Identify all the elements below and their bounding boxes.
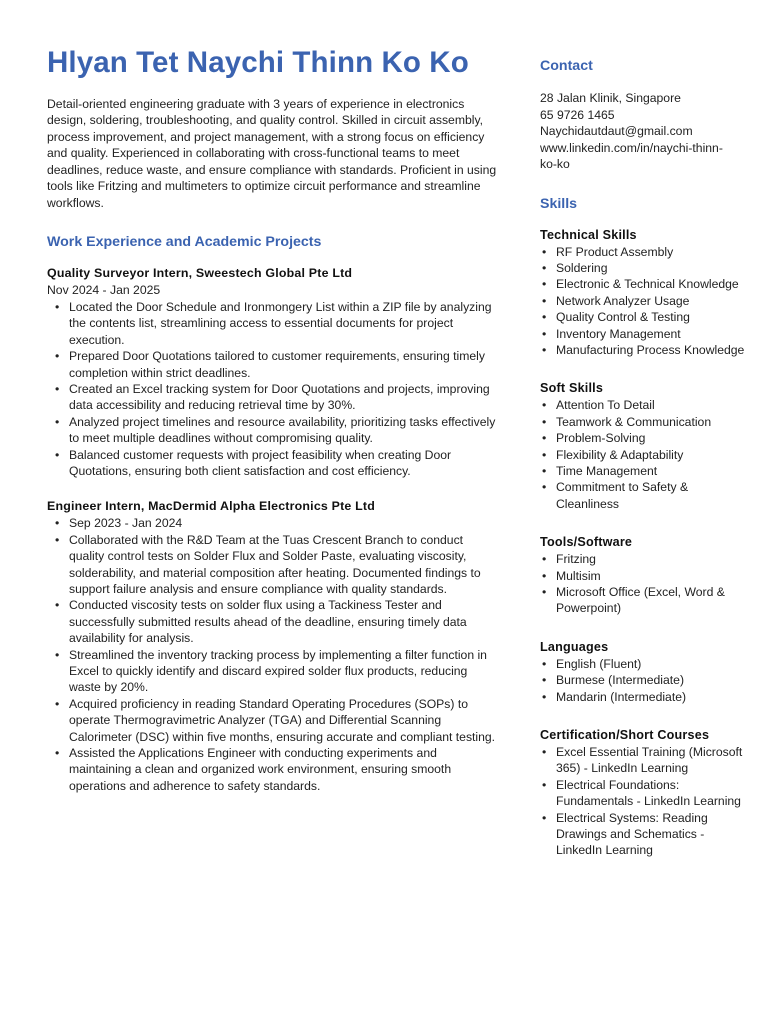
- job-bullet: • Sep 2023 - Jan 2024: [53, 515, 497, 531]
- contact-email[interactable]: Naychidautdaut@gmail.com: [540, 124, 693, 138]
- job-bullet: • Analyzed project timelines and resource availability, prioritizing tasks effectively to meet multiple deadlines without compromising quality.: [53, 414, 497, 447]
- skill-item: • Excel Essential Training (Microsoft 365) - LinkedIn Learning: [540, 744, 745, 777]
- candidate-name: Hlyan Tet Naychi Thinn Ko Ko: [47, 46, 469, 79]
- skill-item: • Electrical Systems: Reading Drawings and Schematics - LinkedIn Learning: [540, 810, 745, 859]
- work-section-title: Work Experience and Academic Projects: [47, 234, 322, 251]
- skill-item: • Electrical Foundations: Fundamentals - LinkedIn Learning: [540, 777, 745, 810]
- skill-item: • Mandarin (Intermediate): [540, 689, 745, 705]
- skill-item: • Multisim: [540, 568, 745, 584]
- skills-title: Skills: [540, 195, 578, 212]
- skill-group-certifications: [540, 727, 745, 859]
- contact-title: Contact: [540, 58, 593, 74]
- job-bullets: [53, 515, 497, 794]
- skill-group-title: Technical Skills: [540, 227, 637, 242]
- skill-item: • English (Fluent): [540, 656, 745, 672]
- job-entry: [47, 265, 497, 479]
- main-column: [47, 46, 497, 794]
- contact-phone[interactable]: 65 9726 1465: [540, 107, 615, 122]
- skill-list: [540, 744, 745, 859]
- skill-list: [540, 244, 745, 359]
- skill-group-technical: [540, 227, 745, 359]
- contact-linkedin[interactable]: www.linkedin.com/in/naychi-thinn-: [540, 140, 723, 155]
- job-bullet: • Conducted viscosity tests on solder flux using a Tackiness Tester and successfully submitted results ahead of the deadline, ensuring timely data availability for analysis.: [53, 597, 497, 646]
- skill-group-title: Soft Skills: [540, 381, 604, 396]
- skill-group-languages: [540, 639, 745, 705]
- skill-group-title: Tools/Software: [540, 535, 633, 550]
- skill-list: [540, 397, 745, 512]
- side-column: [540, 58, 745, 859]
- skill-item: • Microsoft Office (Excel, Word & Powerpoint): [540, 584, 745, 617]
- job-bullet: • Located the Door Schedule and Ironmongery List within a ZIP file by analyzing the contents list, streamlining access to essential documents for project execution.: [53, 299, 497, 348]
- skill-item: • Fritzing: [540, 551, 745, 567]
- job-dates: Nov 2024 - Jan 2025: [47, 283, 161, 298]
- skill-item: • Inventory Management: [540, 326, 745, 342]
- skill-item: • Network Analyzer Usage: [540, 293, 745, 309]
- skill-item: • Burmese (Intermediate): [540, 672, 745, 688]
- skill-group-title: Certification/Short Courses: [540, 728, 710, 743]
- professional-summary: Detail-oriented engineering graduate with 3 years of experience in electronics design, soldering, troubleshooting, and quality control. Skilled in circuit assembly, process improvement, and project management, with a strong focus on efficiency and quality. Experienced in collaborating with cross-functional teams to meet deadlines, reduce waste, and ensure compliance with standards. Proficient in using tools like Fritzing and multimeters to optimize circuit performance and streamline workflows.: [47, 96, 497, 210]
- skill-item: • Manufacturing Process Knowledge: [540, 342, 745, 358]
- job-bullet: • Collaborated with the R&D Team at the Tuas Crescent Branch to conduct quality control tests on Solder Flux and Solder Paste, evaluating viscosity, solderability, and material composition after heating. Documented findings to support failure analysis and ensure compliance with quality standards.: [53, 532, 497, 598]
- job-bullet: • Balanced customer requests with project feasibility when creating Door Quotations, ensuring both client satisfaction and cost efficiency.: [53, 447, 497, 480]
- skill-item: • Attention To Detail: [540, 397, 745, 413]
- skill-item: • Electronic & Technical Knowledge: [540, 276, 745, 292]
- skill-list: [540, 656, 745, 705]
- skill-item: • Flexibility & Adaptability: [540, 447, 745, 463]
- job-entry: [47, 498, 497, 794]
- job-bullet: • Acquired proficiency in reading Standard Operating Procedures (SOPs) to operate Thermogravimetric Analyzer (TGA) and Differential Scanning Calorimeter (DSC) within five months, ensuring accurate and compliant testing.: [53, 696, 497, 745]
- skill-item: • RF Product Assembly: [540, 244, 745, 260]
- job-bullet: • Streamlined the inventory tracking process by implementing a filter function in Excel to quickly identify and discard expired solder flux products, reducing waste by 20%.: [53, 647, 497, 696]
- skill-item: • Teamwork & Communication: [540, 414, 745, 430]
- skill-group-soft: [540, 380, 745, 512]
- skill-group-tools: [540, 534, 745, 617]
- job-title: Engineer Intern, MacDermid Alpha Electronics Pte Ltd: [47, 499, 376, 514]
- contact-address: 28 Jalan Klinik, Singapore: [540, 91, 681, 105]
- job-bullet: • Prepared Door Quotations tailored to customer requirements, ensuring timely completion within strict deadlines.: [53, 348, 497, 381]
- job-bullet: • Assisted the Applications Engineer with conducting experiments and maintaining a clean and organized work environment, ensuring smooth operations and adherence to safety standards.: [53, 745, 497, 794]
- contact-details: [540, 90, 745, 173]
- skill-list: [540, 551, 745, 617]
- skill-item: • Soldering: [540, 260, 745, 276]
- contact-linkedin-cont[interactable]: ko-ko: [540, 157, 570, 171]
- skill-item: • Time Management: [540, 463, 745, 479]
- skill-item: • Commitment to Safety & Cleanliness: [540, 479, 745, 512]
- skill-group-title: Languages: [540, 639, 609, 654]
- job-bullets: [53, 299, 497, 479]
- skill-item: • Problem-Solving: [540, 430, 745, 446]
- skill-item: • Quality Control & Testing: [540, 309, 745, 325]
- job-title: Quality Surveyor Intern, Sweestech Global Pte Ltd: [47, 266, 353, 281]
- job-bullet: • Created an Excel tracking system for Door Quotations and projects, improving data accessibility and reducing retrieval time by 30%.: [53, 381, 497, 414]
